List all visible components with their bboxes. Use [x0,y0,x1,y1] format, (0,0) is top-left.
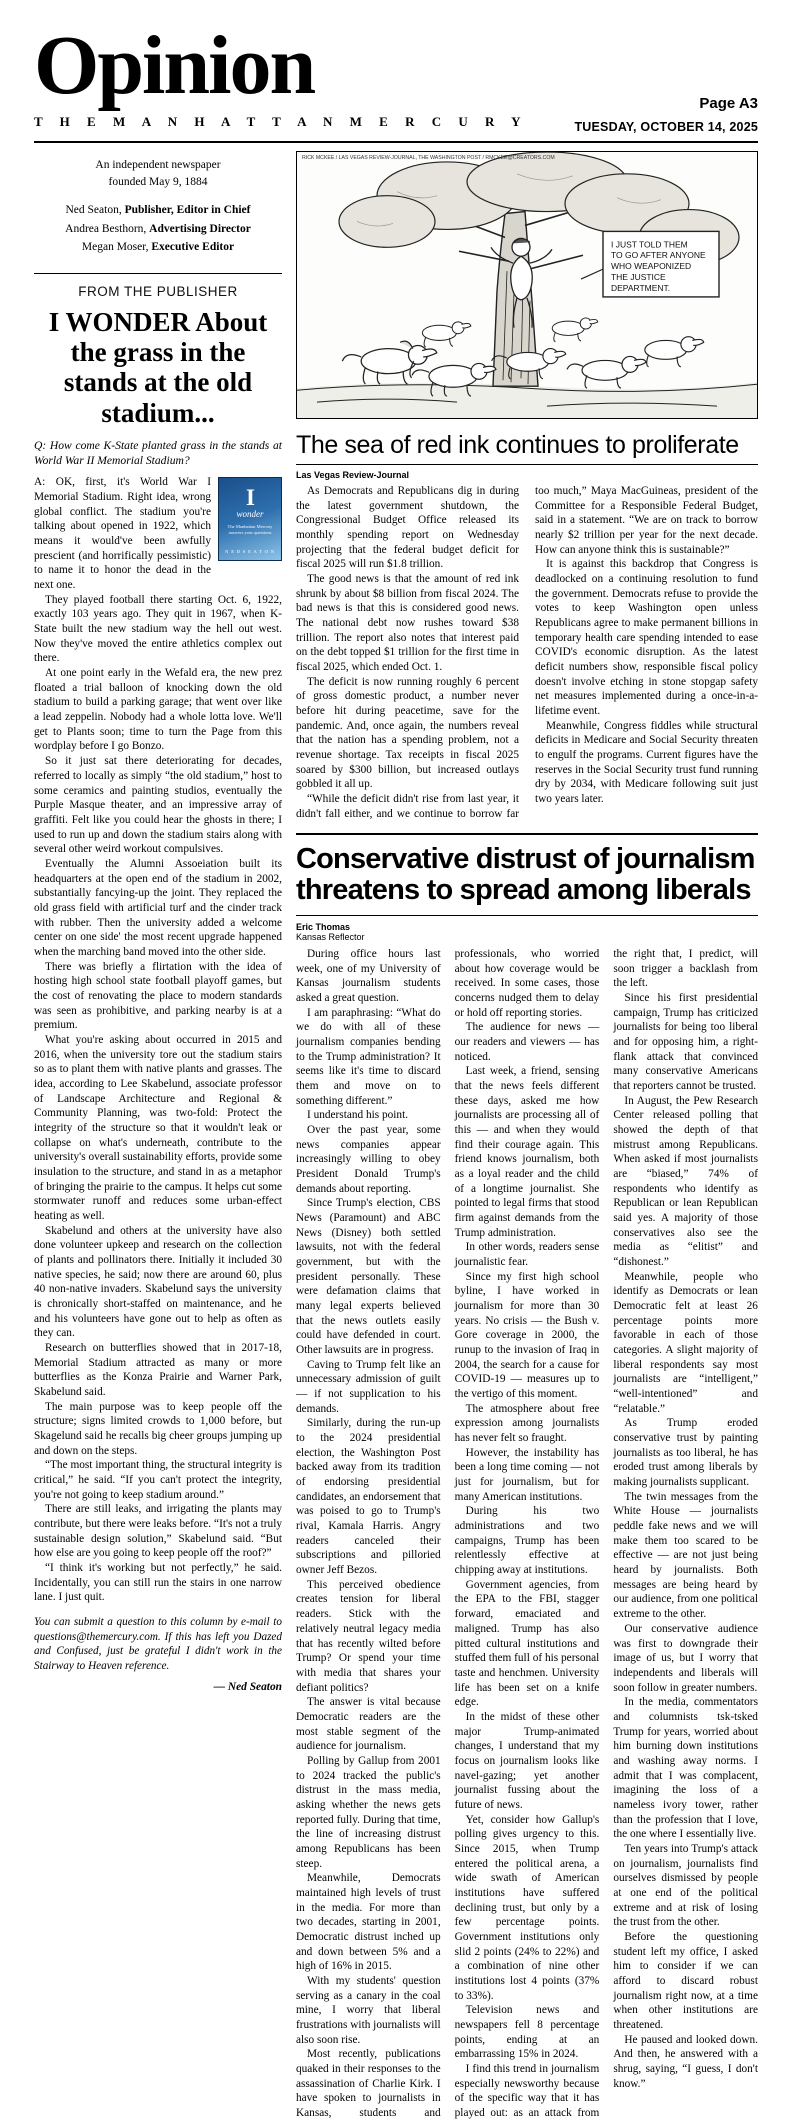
publisher-paragraph: The main purpose was to keep people off the structure; signs limited crowds to 1,000 before, but Skagelund said he recalls big cheer groups jumping up and down on the steps. [34,1400,282,1457]
cartoon-illustration [297,152,757,418]
book-cover-subtitle: The Manhattan Mercury answers your questions [227,524,273,536]
feature-paragraph: The atmosphere about free expression among journalists has never felt so fraught. [454,1402,600,1445]
publisher-paragraph: What you're asking about occurred in 2015 and 2016, when the university tore out the stadium stairs so as to plant them with native plants and grasses. The idea, according to Lee Skabelund, associate professor of Landscape Architecture and Regional & Community Planning, was two-fold: Protect the integrity of the structure so that it wouldn't leak or collapse on what's underneath, contribute to the university's overall sustainability efforts, provide some insulation to the structure, and stand in as a metaphor of bringing the prairie to the campus. It helps cut some stormwater runoff and reduces some urban-effect heating as well. [34,1033,282,1222]
publisher-kicker: FROM THE PUBLISHER [78,283,238,299]
publisher-paragraph: Skabelund and others at the university have also done volunteer upkeep and research on the collection of plants and pollinators there. Initially it included 30 native species, he said; now there are around 60, plus 40 non-native invaders. Skabelund says the university is chronically short-staffed on maintenance, and he and his volunteers have gone out to help as often as they can. [34,1224,282,1340]
editorial-paragraph: “While the deficit didn't rise from last year, it didn't fall either, and we continue to borrow far too much,” Maya MacGuineas, president of the Committee for a Responsible Federal Budget, said in a statement. “We are on track to borrow nearly $2 trillion per year for the next decade. How can anyone think this is sustainable?” [296,485,758,820]
svg-text:DEPARTMENT.: DEPARTMENT. [611,282,671,293]
staff-title: Publisher, Editor in Chief [124,204,251,217]
book-cover-figure [218,477,282,561]
feature-paragraph: In August, the Pew Research Center released polling that showed the depth of that mistrust among Republicans. When asked if most journalists are “biased,” 74% of respondents who identify as Republican or lean Republican said yes. A majority of those conservatives also see the media as “elitist” and “dishonest.” [613,1094,758,1269]
publisher-headline: I WONDER About the grass in the stands at the old stadium... [48,306,268,428]
book-cover-letter: I [246,485,254,511]
feature-paragraph: Last week, a friend, sensing that the news feels different these days, asked me how journalists are processing all of this — and when they would find their courage again. This friend knows journalism, both as a loyal reader and the child of a longtime journalist. She pointed to legal firms that stood firm against demands from the Trump administration. [454,1065,600,1239]
feature-paragraph: As Trump eroded conservative trust by painting journalists as too liberal, he has eroded trust among liberals by making journalists supplicant. [613,1417,758,1489]
svg-text:WHO WEAPONIZED: WHO WEAPONIZED [611,261,692,272]
publisher-paragraph: So it just sat there deteriorating for decades, referred to locally as simply “the old stadium,” host to some ceramics and painting studios, eventually the Purple Masque theater, and an impressive array of graffiti. Felt like you could hear the ghosts in there; I used to run up and down the stadium stairs along with several other weird workout compulsives. [34,755,282,856]
feature-paragraph: In other words, readers sense journalistic fear. [454,1241,600,1269]
editorial-source: Las Vegas Review-Journal [296,470,410,480]
page-title: Opinion [34,19,315,112]
editorial-paragraph: Meanwhile, Congress fiddles while structural deficits in Medicare and Social Security threaten to engulf the programs. Current figures have the reserves in the Social Security trust fund running dry by 2034, with Medicare following suit just two years later. [535,719,758,806]
top-section [34,151,758,2121]
editorial-body [296,484,758,821]
publisher-column [34,151,282,2121]
feature-paragraph: During his two administrations and two campaigns, Trump has been relentlessly effective at chipping away at institutions. [454,1505,600,1577]
masthead [34,19,758,136]
publisher-signoff: — Ned Seaton [213,1681,282,1694]
feature-paragraph: Similarly, during the run-up to the 2024 presidential election, the Washington Post backed away from its tradition of endorsing presidential candidates, an endorsement that was poised to go to Trump's rival, Kamala Harris. Angry readers canceled their subscriptions and pilloried owner Jeff Bezos. [296,1417,441,1577]
feature-paragraph: Caving to Trump felt like an unnecessary admission of guilt — if not supplication to his demands. [296,1358,441,1415]
svg-text:I JUST TOLD THEM: I JUST TOLD THEM [611,239,688,250]
book-cover-author: N E D S E A T O N [225,549,275,555]
right-column [296,151,758,2121]
feature-paragraph: However, the instability has been a long time coming — not just for journalism, but for many American institutions. [454,1446,600,1503]
cartoon-credit: RICK MCKEE / LAS VEGAS REVIEW-JOURNAL, THE WASHINGTON POST / RMCKEE@CREATORS.COM [302,155,555,161]
editorial-paragraph: As Democrats and Republicans dig in during the latest government shutdown, the Congressional Budget Office released its monthly spending report on Wednesday projecting that the federal budget deficit for fiscal 2025 will run $1.8 trillion. [296,485,519,571]
feature-paragraph: Ten years into Trump's attack on journalism, journalists find ourselves dismissed by people at one end of the political extreme and at risk of losing the trust from the other. [613,1842,758,1929]
page-number: Page A3 [699,95,758,112]
staff-title: Advertising Director [149,222,251,235]
feature-paragraph: With my students' question serving as a canary in the coal mine, I worry that liberal frustrations with journalists will also soon rise. [296,1974,441,2046]
staff-name: Ned Seaton, [65,204,122,217]
publisher-paragraph: They played football there starting Oct. 6, 1922, exactly 103 years ago. They quit in 1967, when K-State built the new stadium way the hell out west. Now they've moved the entire athletics complex out there. [34,593,282,665]
feature-paragraph: He paused and looked down. And then, he answered with a shrug, saying, “I guess, I don't know.” [613,2033,758,2090]
editorial-headline: The sea of red ink continues to proliferate [296,431,739,459]
feature-paragraph: Our conservative audience was first to downgrade their image of us, but I worry that independents and liberals will soon follow in greater numbers. [613,1622,758,1694]
feature-paragraph: Polling by Gallup from 2001 to 2024 tracked the public's distrust in the mass media, asking whether the news gets reported fully. During that time, the line of increasing distrust among Republicans has been steep. [296,1754,441,1870]
staff-line-2: founded May 9, 1884 [108,175,208,188]
staff-member [38,239,278,256]
feature-paragraph: Since his first presidential campaign, Trump has criticized journalists for being too liberal and for opposing him, a right-flank attack that convinced many conservative Americans that reporters cannot be trusted. [613,991,758,1092]
publisher-paragraph: “The most important thing, the structural integrity is critical,” he said. “If you can't protect the integrity, you're not going to keep stadium around.” [34,1459,282,1501]
editorial-paragraph: The good news is that the amount of red ink shrunk by about $8 billion from fiscal 2024. The bad news is that this is considered good news. The national debt now rushes toward $38 trillion. The report also notes that interest paid on the debt topped $1 trillion for the first time in fiscal 2025, which ended Oct. 1. [296,573,519,674]
feature-paragraph: Before the questioning student left my office, I asked him to consider if we can afford to discard robust journalism right now, at a time when other institutions are threatened. [613,1930,758,2031]
staff-member [38,221,278,238]
staff-member [38,202,278,219]
feature-top-divider [296,833,758,835]
publisher-body [34,475,282,1605]
staff-name: Megan Moser, [81,240,149,253]
feature-paragraph: Over the past year, some news companies appear increasingly willing to obey President Donald Trump's demands about reporting. [296,1123,441,1195]
svg-text:TO GO AFTER ANYONE: TO GO AFTER ANYONE [611,250,706,261]
feature-paragraph: In the media, commentators and columnists tsk-tsked Trump for years, worried about him burning down institutions and washing away norms. I admit that I was complacent, imagining the loss of a nameless ivory tower, rather than the profession that I love, the one where I essentially live. [613,1696,758,1841]
feature-paragraph: The answer is vital because Democratic readers are the most stable segment of the audience for journalism. [296,1696,441,1753]
editorial-paragraph: It is against this backdrop that Congress is deadlocked on a continuing resolution to fund the government. Democrats refuse to provide the votes to keep Washington open unless Republicans agree to make permanent billions in temporary health care spending intended to ease COVID's economic disruption. As the latest deficit numbers show, responsible fiscal policy doesn't involve etching in stone stopgap safety net measures implemented during a once-in-a-lifetime event. [535,558,758,718]
feature-paragraph: I find this trend in journalism especially newsworthy because of the specific way that it has played out: as an attack from the right that, I predict, will soon trigger a backlash from the left. [454,947,758,2119]
staff-line-1: An independent newspaper [95,159,221,171]
editorial-divider [296,464,758,465]
feature-paragraph: The twin messages from the White House — journalists peddle fake news and we will make them too scared to be effective — are not just being heard by journalists. Both messages are being heard by our audience, from one political extreme to the other. [613,1490,758,1621]
feature-paragraph: I understand his point. [307,1109,409,1122]
book-cover-word: wonder [236,509,264,520]
masthead-divider [34,141,758,143]
masthead-meta [574,95,758,134]
publisher-paragraph: There was briefly a flirtation with the idea of hosting high school state football playoff games, but the cost of renovating the place to modern standards was seen as prohibitive, and parking nearby is at a premium. [34,960,282,1032]
staff-box [34,151,282,265]
publisher-question: Q: How come K-State planted grass in the stands at World War II Memorial Stadium? [34,438,282,468]
feature-paragraph: Meanwhile, Democrats maintained high levels of trust in the media. For more than two decades, starting in 2001, Democratic distrust inched up and down between 5% and a high of 16% in 2015. [296,1872,441,1973]
publisher-paragraph: Eventually the Alumni Assoeiation built its headquarters at the open end of the stadium in 2002, substantially fancying-up the joint. They replaced the old grass field with artificial turf and the cinder track with rubber. Then the university added a welcome center on one side' the most recent upgrade happened when the marching band moved into the other side. [34,857,282,958]
publisher-closing-note: You can submit a question to this column by e-mail to questions@themercury.com. If this has left you Dazed and Confused, just be grateful I didn't work in the Stairway to Heaven reference. [34,1616,282,1672]
svg-text:THE JUSTICE: THE JUSTICE [611,272,666,283]
publisher-paragraph: Research on butterflies showed that in 2017-18, Memorial Stadium attracted as many or more butterflies as the Konza Prairie and Warner Park, Skabelund said. [34,1342,282,1399]
feature-byline-org: Kansas Reflector [296,931,365,942]
staff-name: Andrea Besthorn, [65,222,147,235]
feature-paragraph: Television news and newspapers fell 8 percentage points, ending at an embarrassing 15% in 2024. [454,2004,600,2061]
feature-byline-name: Eric Thomas [296,921,351,932]
feature-paragraph: During office hours last week, one of my University of Kansas journalism students asked a great question. [296,947,441,1004]
feature-paragraph: Since my first high school byline, I have worked in journalism for more than 30 years. No crisis — the Bush v. Gore coverage in 2000, the runup to the invasion of Iraq in 2004, the search for a cause for COVID-19 — measures up to the vertigo of this moment. [454,1270,600,1401]
publisher-paragraph: At one point early in the Wefald era, the new prez floated a trial balloon of knocking down the old stadium to build a parking garage; that went over like a lead zeppelin. Nobody had a whole lotta love. We'll get to Plants soon; time to turn the Page from this wordplay before I go Bonzo. [34,667,282,753]
feature-paragraph: This perceived obedience creates tension for liberal readers. Stick with the relatively neutral legacy media that has recently wilted before Trump? Or spend your time with media that shares your defiant politics? [296,1578,441,1694]
feature-headline: Conservative distrust of journalism threatens to spread among liberals [296,843,755,907]
staff-names [38,202,278,255]
book-cover-image [218,477,282,561]
feature-bottom-divider [296,915,758,916]
publisher-paragraph: A: OK, first, it's World War I Memorial Stadium. Right idea, wrong global conflict. The stadium you're talking about opened in 1922, which means it would've been awfully prescient (and horrifically pessimistic) to name it to honor the dead in the next one. [34,476,211,592]
feature-paragraph: Most recently, publications quaked in their responses to the assassination of Charlie Kirk. I have spoken to journalists in Kansas, students and professionals, who worried about how coverage would be received. In some cases, those concerns nudged them to delay or hold off reporting stories. [296,947,600,2119]
editorial-cartoon [296,151,758,419]
editorial-paragraph: The deficit is now running roughly 6 percent of gross domestic product, a number never before hit during peacetime, save for the pandemic. And, once again, the numbers reveal that the nation has a spending problem, not a revenue shortage. Tax receipts in fiscal 2025 soared by $300 billion, but increased outlays gobbled it all up. [296,675,519,791]
feature-paragraph: Government agencies, from the EPA to the FBI, stagger forward, emaciated and maligned. Trump has also pitted cultural institutions and stuffed them full of his personal taste and henchmen. University life has been set on a knife edge. [454,1578,600,1709]
masthead-subtitle: T H E M A N H A T T A N M E R C U R Y [34,113,528,129]
feature-body [296,947,758,2121]
feature-paragraph: Meanwhile, people who identify as Democrats or lean Democratic felt at least 26 percentage points more favorable in each of those categories. A slight majority of liberal respondents say most journalists are “intelligent,” “well-intentioned” and “relatable.” [613,1270,758,1415]
staff-title: Executive Editor [151,240,235,253]
publisher-paragraph: There are still leaks, and irrigating the plants may contribute, but there were leaks before. “It's not a truly sustainable design solution,” Skabelund said. “But how else are you going to keep people off the roof?” [34,1503,282,1560]
feature-paragraph: I am paraphrasing: “What do we do with all of these journalism companies bending to the Trump administration? It seems like it's time to discard them and move on to something different.” [296,1006,441,1107]
staff-divider [34,273,282,274]
publisher-paragraph: “I think it's working but not perfectly,” he said. Incidentally, you can still run the stairs in one narrow lane. I just quit. [34,1562,282,1604]
feature-paragraph: Yet, consider how Gallup's polling gives urgency to this. Since 2015, when Trump entered the political arena, a wide swath of American institutions have suffered declining trust, but only by a few percentage points. Government institutions only slid 2 points (24% to 22%) and a combination of nine other institutions lost 4 points (37% to 33%). [454,1813,600,2002]
publication-date: TUESDAY, OCTOBER 14, 2025 [574,120,758,134]
feature-paragraph: The audience for news — our readers and viewers — has noticed. [454,1021,600,1063]
feature-paragraph: In the midst of these other major Trump-animated changes, I understand that my focus on journalism looks like navel-gazing; yet another journalist fussing about the future of news. [454,1710,600,1811]
feature-paragraph: Since Trump's election, CBS News (Paramount) and ABC News (Disney) both settled lawsuits, not with the federal government, but with the president personally. These were defamation claims that many legal experts believed that the news outlets easily could have defended in court. Other lawsuits are in progress. [296,1197,441,1357]
